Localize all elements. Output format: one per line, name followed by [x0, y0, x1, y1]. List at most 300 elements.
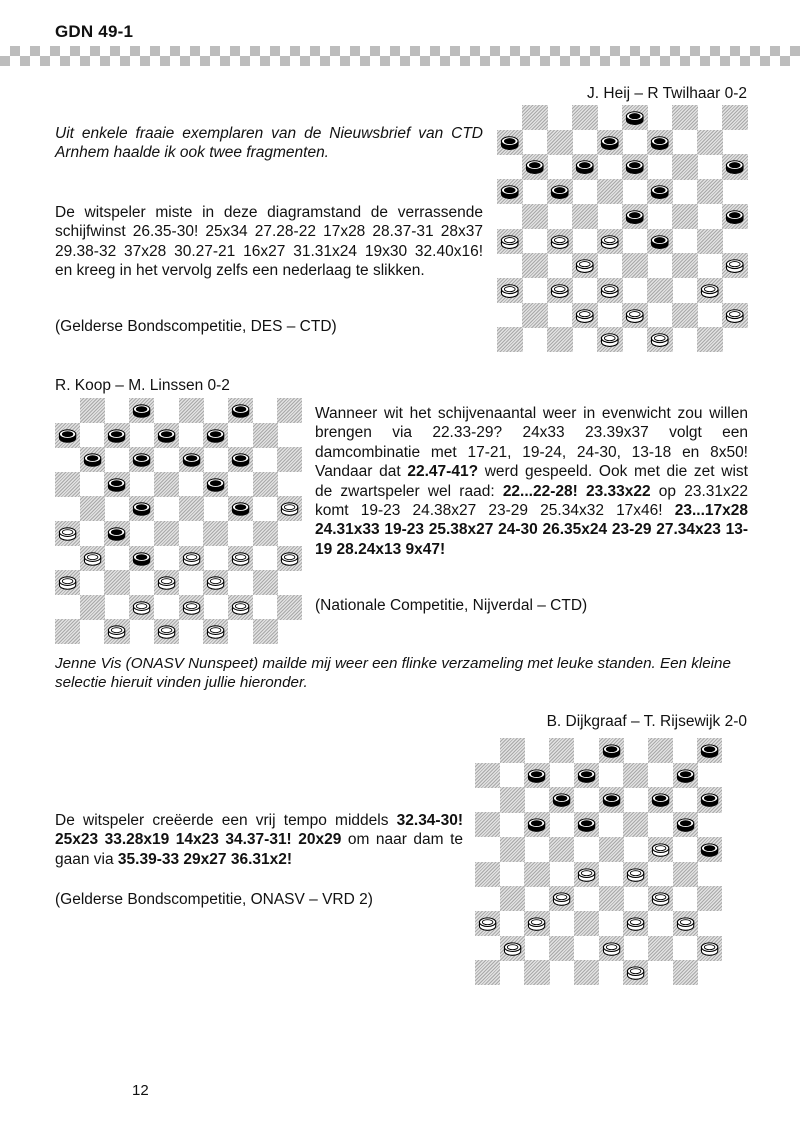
light-square — [253, 595, 278, 620]
light-square — [154, 595, 179, 620]
light-square — [622, 278, 648, 303]
white-piece-icon — [651, 891, 670, 907]
light-square — [55, 595, 80, 620]
light-square — [722, 327, 748, 352]
dark-square — [697, 886, 722, 911]
dark-square — [622, 105, 648, 130]
white-piece-icon — [58, 526, 77, 542]
black-piece-icon — [625, 209, 645, 225]
light-square — [497, 154, 523, 179]
dark-square — [524, 862, 549, 887]
white-piece-icon — [600, 332, 620, 348]
black-piece-icon — [182, 452, 201, 468]
dark-square — [648, 787, 673, 812]
page-number: 12 — [132, 1082, 149, 1099]
light-square — [622, 327, 648, 352]
light-square — [648, 763, 673, 788]
light-square — [228, 570, 253, 595]
light-square — [277, 521, 302, 546]
dark-square — [154, 619, 179, 644]
dark-square — [697, 179, 723, 204]
light-square — [673, 738, 698, 763]
light-square — [497, 105, 523, 130]
black-piece-icon — [577, 768, 596, 784]
light-square — [522, 179, 548, 204]
black-piece-icon — [132, 551, 151, 567]
light-square — [597, 204, 623, 229]
light-square — [623, 837, 648, 862]
light-square — [648, 911, 673, 936]
black-piece-icon — [602, 792, 621, 808]
dark-square — [547, 179, 573, 204]
dark-square — [574, 911, 599, 936]
black-piece-icon — [58, 428, 77, 444]
light-square — [623, 787, 648, 812]
dark-square — [228, 595, 253, 620]
black-piece-icon — [500, 184, 520, 200]
light-square — [104, 496, 129, 521]
light-square — [697, 303, 723, 328]
dark-square — [203, 521, 228, 546]
dark-square — [697, 837, 722, 862]
dark-square — [673, 911, 698, 936]
white-piece-icon — [58, 575, 77, 591]
light-square — [228, 619, 253, 644]
dark-square — [253, 570, 278, 595]
dark-square — [672, 154, 698, 179]
light-square — [522, 278, 548, 303]
dark-square — [55, 472, 80, 497]
light-square — [104, 398, 129, 423]
dark-square — [549, 738, 574, 763]
dark-square — [547, 327, 573, 352]
dark-square — [648, 738, 673, 763]
light-square — [673, 837, 698, 862]
white-piece-icon — [651, 842, 670, 858]
light-square — [648, 812, 673, 837]
light-square — [672, 130, 698, 155]
dark-square — [500, 886, 525, 911]
dark-square — [522, 154, 548, 179]
light-square — [203, 595, 228, 620]
black-piece-icon — [231, 403, 250, 419]
light-square — [203, 496, 228, 521]
dark-square — [55, 423, 80, 448]
light-square — [647, 204, 673, 229]
light-square — [623, 886, 648, 911]
analysis-text-3 — [55, 811, 463, 869]
light-square — [599, 862, 624, 887]
light-square — [599, 911, 624, 936]
light-square — [524, 837, 549, 862]
dark-square — [129, 546, 154, 571]
analysis-text-1: De witspeler miste in deze diagramstand de verrassende schijfwinst 26.35-30! 25x34 27.28-22 17x28 28.37-31 28x37 29.38-32 37x28 30.27-21 16x27 31.31x24 19x30 32.40x16! en kreeg in het vervolg zelfs een nederlaag te slikken. — [55, 204, 483, 280]
light-square — [549, 862, 574, 887]
light-square — [697, 862, 722, 887]
dark-square — [253, 472, 278, 497]
light-square — [722, 278, 748, 303]
black-piece-icon — [676, 768, 695, 784]
dark-square — [673, 812, 698, 837]
dark-square — [722, 253, 748, 278]
dark-square — [154, 570, 179, 595]
black-piece-icon — [206, 477, 225, 493]
light-square — [228, 521, 253, 546]
dark-square — [497, 327, 523, 352]
dark-square — [203, 570, 228, 595]
black-piece-icon — [725, 159, 745, 175]
dark-square — [253, 521, 278, 546]
dark-square — [80, 447, 105, 472]
dark-square — [599, 936, 624, 961]
light-square — [648, 862, 673, 887]
light-square — [497, 303, 523, 328]
text-run: Wanneer wit het schijvenaantal weer in evenwicht zou willen brengen via 22.33-29? 24x33 23.39x37 volgt een damcombinatie met 17-21, 19-24, 24-30, 13-18 en 8x50! Vandaar dat — [315, 405, 748, 481]
dark-square — [500, 787, 525, 812]
text-run: om naar dam te gaan via — [55, 831, 463, 868]
black-piece-icon — [132, 403, 151, 419]
black-piece-icon — [577, 817, 596, 833]
light-square — [647, 253, 673, 278]
dark-square — [622, 303, 648, 328]
light-square — [179, 472, 204, 497]
dark-square — [129, 496, 154, 521]
dark-square — [277, 595, 302, 620]
white-piece-icon — [182, 600, 201, 616]
dark-square — [547, 229, 573, 254]
dark-square — [80, 398, 105, 423]
dark-square — [203, 423, 228, 448]
black-piece-icon — [700, 842, 719, 858]
white-piece-icon — [552, 891, 571, 907]
dark-square — [277, 447, 302, 472]
light-square — [179, 423, 204, 448]
light-square — [129, 472, 154, 497]
light-square — [547, 105, 573, 130]
light-square — [647, 105, 673, 130]
black-piece-icon — [725, 209, 745, 225]
white-piece-icon — [577, 867, 596, 883]
dark-square — [179, 447, 204, 472]
dark-square — [524, 911, 549, 936]
light-square — [277, 423, 302, 448]
white-piece-icon — [182, 551, 201, 567]
light-square — [623, 738, 648, 763]
light-square — [228, 423, 253, 448]
white-piece-icon — [600, 283, 620, 299]
dark-square — [203, 472, 228, 497]
light-square — [574, 837, 599, 862]
light-square — [597, 105, 623, 130]
move-notation: 22.47-41? — [407, 463, 479, 481]
checker-strip-divider — [0, 46, 800, 66]
light-square — [228, 472, 253, 497]
dark-square — [647, 130, 673, 155]
white-piece-icon — [206, 624, 225, 640]
black-piece-icon — [107, 477, 126, 493]
black-piece-icon — [625, 110, 645, 126]
black-piece-icon — [206, 428, 225, 444]
dark-square — [80, 546, 105, 571]
light-square — [622, 229, 648, 254]
dark-square — [574, 960, 599, 985]
white-piece-icon — [157, 624, 176, 640]
light-square — [672, 327, 698, 352]
white-piece-icon — [206, 575, 225, 591]
dark-square — [253, 619, 278, 644]
light-square — [599, 763, 624, 788]
dark-square — [622, 204, 648, 229]
white-piece-icon — [280, 501, 299, 517]
dark-square — [647, 278, 673, 303]
dark-square — [697, 278, 723, 303]
light-square — [572, 179, 598, 204]
black-piece-icon — [157, 428, 176, 444]
dark-square — [673, 960, 698, 985]
text-run: De witspeler creëerde een vrij tempo middels — [55, 812, 397, 829]
light-square — [129, 619, 154, 644]
black-piece-icon — [132, 452, 151, 468]
white-piece-icon — [650, 332, 670, 348]
white-piece-icon — [575, 258, 595, 274]
white-piece-icon — [700, 941, 719, 957]
light-square — [500, 960, 525, 985]
dark-square — [228, 546, 253, 571]
light-square — [129, 423, 154, 448]
dark-square — [203, 619, 228, 644]
black-piece-icon — [602, 743, 621, 759]
white-piece-icon — [625, 308, 645, 324]
dark-square — [622, 253, 648, 278]
diagram-caption-1: J. Heij – R Twilhaar 0-2 — [587, 85, 747, 102]
light-square — [622, 179, 648, 204]
black-piece-icon — [525, 159, 545, 175]
light-square — [154, 447, 179, 472]
light-square — [154, 398, 179, 423]
light-square — [55, 447, 80, 472]
light-square — [597, 253, 623, 278]
light-square — [80, 619, 105, 644]
light-square — [497, 253, 523, 278]
dark-square — [722, 303, 748, 328]
light-square — [697, 204, 723, 229]
dark-square — [599, 787, 624, 812]
text-run: op 23.31x22 komt 19-23 24.38x27 23-29 25.34x32 17x46! — [315, 482, 748, 520]
dark-square — [104, 521, 129, 546]
dark-square — [497, 278, 523, 303]
light-square — [622, 130, 648, 155]
black-piece-icon — [600, 135, 620, 151]
dark-square — [522, 253, 548, 278]
dark-square — [547, 130, 573, 155]
dark-square — [622, 154, 648, 179]
dark-square — [623, 763, 648, 788]
black-piece-icon — [676, 817, 695, 833]
light-square — [497, 204, 523, 229]
dark-square — [228, 398, 253, 423]
dark-square — [55, 521, 80, 546]
dark-square — [104, 472, 129, 497]
white-piece-icon — [107, 624, 126, 640]
dark-square — [722, 105, 748, 130]
light-square — [673, 886, 698, 911]
light-square — [722, 229, 748, 254]
white-piece-icon — [626, 916, 645, 932]
light-square — [647, 154, 673, 179]
dark-square — [572, 204, 598, 229]
dark-square — [497, 179, 523, 204]
light-square — [549, 911, 574, 936]
white-piece-icon — [550, 283, 570, 299]
light-square — [104, 546, 129, 571]
white-piece-icon — [600, 234, 620, 250]
dark-square — [623, 960, 648, 985]
dark-square — [104, 619, 129, 644]
light-square — [623, 936, 648, 961]
dark-square — [522, 204, 548, 229]
light-square — [697, 763, 722, 788]
dark-square — [673, 862, 698, 887]
dark-square — [104, 570, 129, 595]
white-piece-icon — [231, 551, 250, 567]
light-square — [522, 130, 548, 155]
light-square — [524, 936, 549, 961]
light-square — [475, 886, 500, 911]
black-piece-icon — [550, 184, 570, 200]
dark-square — [648, 837, 673, 862]
light-square — [500, 812, 525, 837]
dark-square — [497, 130, 523, 155]
black-piece-icon — [575, 159, 595, 175]
text-run: werd gespeeld. Ook met die zet wist de zwartspeler wel raad: — [315, 463, 748, 500]
light-square — [672, 179, 698, 204]
dark-square — [648, 886, 673, 911]
dark-square — [572, 253, 598, 278]
light-square — [574, 886, 599, 911]
dark-square — [475, 862, 500, 887]
light-square — [154, 496, 179, 521]
dark-square — [597, 179, 623, 204]
light-square — [597, 303, 623, 328]
diagram-board-2 — [55, 398, 302, 644]
light-square — [277, 619, 302, 644]
dark-square — [673, 763, 698, 788]
dark-square — [228, 447, 253, 472]
dark-square — [475, 763, 500, 788]
dark-square — [179, 398, 204, 423]
white-piece-icon — [550, 234, 570, 250]
light-square — [179, 521, 204, 546]
light-square — [572, 327, 598, 352]
light-square — [697, 105, 723, 130]
light-square — [524, 787, 549, 812]
dark-square — [277, 546, 302, 571]
white-piece-icon — [280, 551, 299, 567]
dark-square — [80, 595, 105, 620]
white-piece-icon — [725, 308, 745, 324]
light-square — [673, 936, 698, 961]
dark-square — [179, 595, 204, 620]
dark-square — [549, 787, 574, 812]
white-piece-icon — [626, 867, 645, 883]
light-square — [253, 546, 278, 571]
white-piece-icon — [503, 941, 522, 957]
dark-square — [522, 105, 548, 130]
light-square — [475, 837, 500, 862]
dark-square — [597, 278, 623, 303]
dark-square — [500, 837, 525, 862]
move-notation: 32.34-30! 25x23 33.28x19 14x23 34.37-31! 20x29 — [55, 812, 463, 849]
analysis-text-2 — [315, 404, 748, 559]
light-square — [522, 327, 548, 352]
black-piece-icon — [552, 792, 571, 808]
white-piece-icon — [478, 916, 497, 932]
source-text-2: (Nationale Competitie, Nijverdal – CTD) — [315, 597, 588, 614]
dark-square — [572, 303, 598, 328]
light-square — [599, 812, 624, 837]
dark-square — [475, 812, 500, 837]
light-square — [672, 278, 698, 303]
black-piece-icon — [107, 526, 126, 542]
dark-square — [599, 886, 624, 911]
light-square — [697, 253, 723, 278]
dark-square — [154, 423, 179, 448]
dark-square — [572, 105, 598, 130]
black-piece-icon — [625, 159, 645, 175]
dark-square — [574, 862, 599, 887]
light-square — [179, 619, 204, 644]
light-square — [547, 253, 573, 278]
move-notation: 22...22-28! 23.33x22 — [502, 482, 651, 500]
light-square — [574, 936, 599, 961]
black-piece-icon — [700, 743, 719, 759]
white-piece-icon — [231, 600, 250, 616]
diagram-board-1 — [497, 105, 747, 352]
dark-square — [475, 911, 500, 936]
dark-square — [129, 447, 154, 472]
white-piece-icon — [500, 234, 520, 250]
light-square — [574, 738, 599, 763]
light-square — [475, 738, 500, 763]
diagram-caption-2: R. Koop – M. Linssen 0-2 — [55, 377, 230, 394]
dark-square — [179, 546, 204, 571]
light-square — [203, 447, 228, 472]
dark-square — [253, 423, 278, 448]
dark-square — [129, 398, 154, 423]
diagram-board-3 — [475, 738, 722, 985]
light-square — [547, 303, 573, 328]
dark-square — [129, 595, 154, 620]
light-square — [55, 398, 80, 423]
dark-square — [547, 278, 573, 303]
white-piece-icon — [602, 941, 621, 957]
dark-square — [228, 496, 253, 521]
dark-square — [549, 886, 574, 911]
dark-square — [277, 398, 302, 423]
light-square — [80, 570, 105, 595]
light-square — [253, 447, 278, 472]
dark-square — [697, 738, 722, 763]
light-square — [80, 521, 105, 546]
light-square — [722, 179, 748, 204]
light-square — [104, 595, 129, 620]
dark-square — [524, 960, 549, 985]
black-piece-icon — [83, 452, 102, 468]
dark-square — [549, 837, 574, 862]
dark-square — [697, 327, 723, 352]
black-piece-icon — [231, 452, 250, 468]
light-square — [129, 570, 154, 595]
